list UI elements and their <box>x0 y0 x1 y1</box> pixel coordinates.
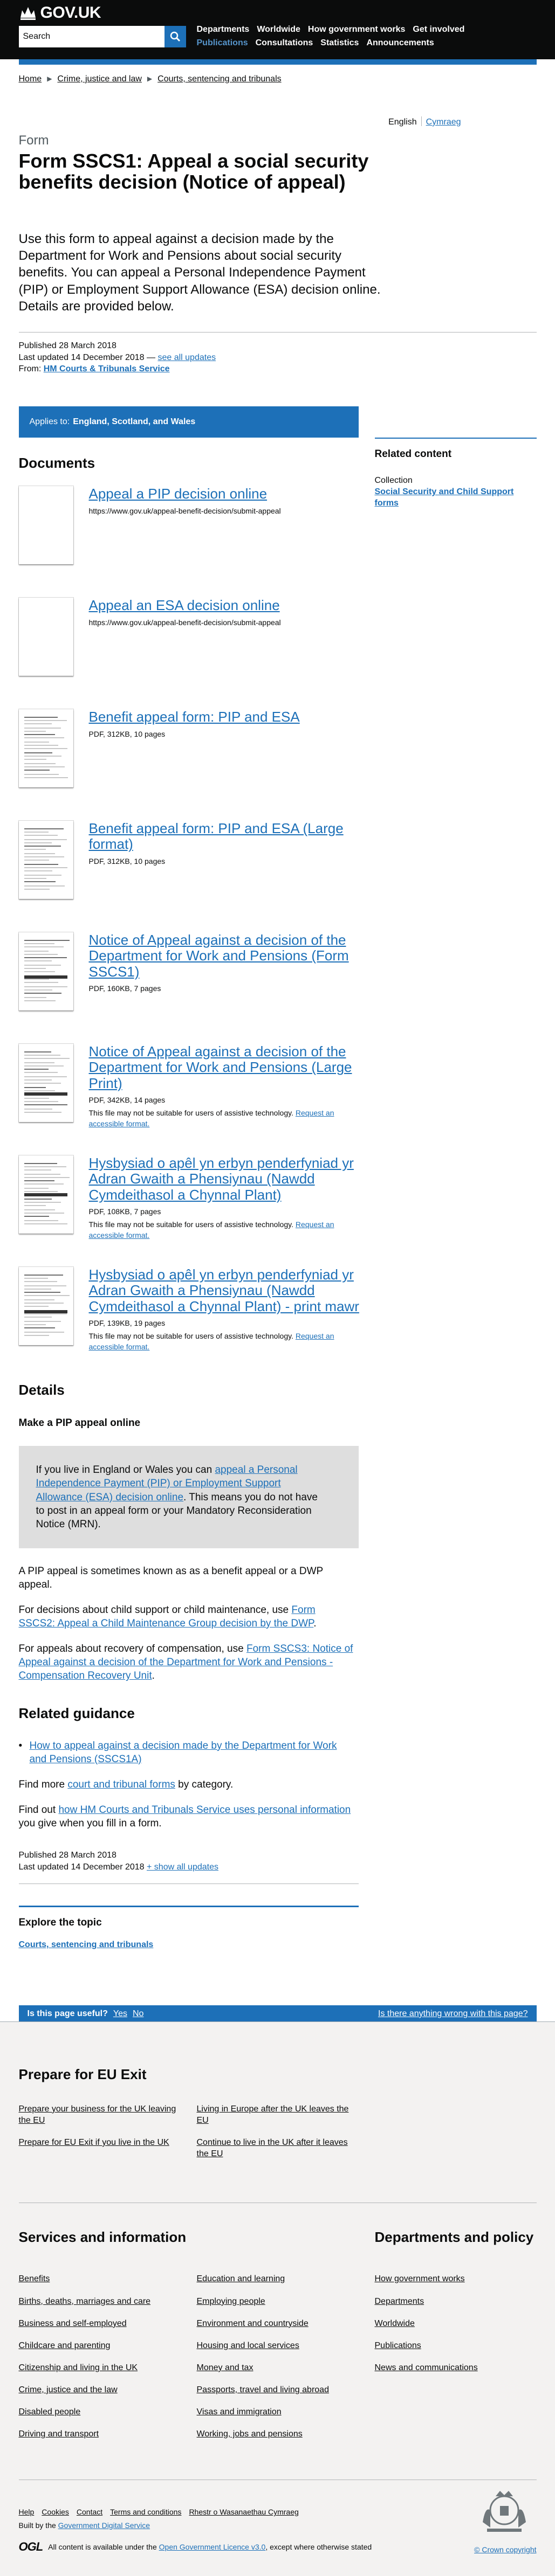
document-title-link[interactable]: Hysbysiad o apêl yn erbyn penderfyniad yr Adran Gwaith a Phensiynau (Nawdd Cymdeithasol a Chynnal Plant) - print mawr <box>88 1266 359 1314</box>
language-switcher <box>388 116 461 128</box>
document-thumbnail[interactable] <box>19 1155 73 1234</box>
feedback-bar <box>19 2005 537 2021</box>
details-para-3 <box>19 1642 353 1682</box>
services-link[interactable]: Environment and countryside <box>196 2318 309 2328</box>
document-metadata: PDF, 139KB, 19 pages <box>88 1319 166 1327</box>
document-metadata: https://www.gov.uk/appeal-benefit-decision/submit-appeal <box>88 618 281 627</box>
departments-link[interactable]: Departments <box>374 2296 424 2306</box>
departments-link[interactable]: Publications <box>374 2340 421 2350</box>
nav-statistics[interactable]: Statistics <box>320 38 359 48</box>
applies-to-value: England, Scotland, and Wales <box>73 417 196 427</box>
services-link[interactable]: Visas and immigration <box>196 2407 282 2417</box>
accessibility-note-text: This file may not be suitable for users of assistive technology. <box>88 1332 296 1340</box>
document-title-link[interactable]: Notice of Appeal against a decision of the Department for Work and Pensions (Form SSCS1) <box>88 932 349 980</box>
publication-meta-bottom <box>19 1850 537 1873</box>
find-more-forms <box>19 1778 353 1791</box>
document-thumbnail[interactable] <box>19 709 73 787</box>
related-guidance-item <box>19 1739 353 1766</box>
document-thumbnail[interactable] <box>19 1267 73 1345</box>
details-para-2 <box>19 1603 353 1630</box>
see-all-updates-link[interactable]: see all updates <box>157 352 216 362</box>
nav-announcements[interactable]: Announcements <box>366 38 434 48</box>
document-item <box>19 598 537 709</box>
ogl-link[interactable]: Open Government Licence v3.0 <box>159 2542 266 2551</box>
footer-link[interactable]: Prepare for EU Exit if you live in the UK <box>18 2137 169 2147</box>
eu-exit-section <box>19 2022 537 2170</box>
site-footer <box>0 2021 555 2576</box>
accessibility-note-text: This file may not be suitable for users of assistive technology. <box>88 1220 296 1229</box>
services-link[interactable]: Citizenship and living in the UK <box>18 2363 138 2372</box>
related-content-heading: Related content <box>374 448 452 460</box>
request-accessible-format-link[interactable]: Request an accessible format. <box>88 1109 334 1128</box>
breadcrumb-home[interactable]: Home <box>18 74 42 84</box>
find-out-suffix: you give when you fill in a form. <box>18 1817 162 1829</box>
explore-topic <box>19 1906 359 1950</box>
personal-information-link[interactable]: how HM Courts and Tribunals Service uses personal information <box>58 1804 351 1816</box>
royal-crest-icon <box>472 2484 537 2538</box>
services-link[interactable]: Childcare and parenting <box>18 2340 111 2350</box>
document-title-link[interactable]: Benefit appeal form: PIP and ESA (Large format) <box>88 820 344 853</box>
divider <box>19 1883 359 1884</box>
services-heading: Services and information <box>18 2229 187 2246</box>
document-item <box>19 486 537 598</box>
page-title: Form SSCS1: Appeal a social security benefits decision (Notice of appeal) <box>18 149 369 193</box>
document-title-link[interactable]: Hysbysiad o apêl yn erbyn penderfyniad yr Adran Gwaith a Phensiynau (Nawdd Cymdeithasol a Chynnal Plant) <box>88 1155 354 1203</box>
ogl-logo: OGL <box>18 2540 43 2554</box>
search-input[interactable] <box>19 26 165 47</box>
services-link[interactable]: Employing people <box>196 2296 265 2306</box>
document-item <box>19 1155 537 1267</box>
details-heading: Details <box>18 1382 65 1398</box>
divider <box>19 332 537 333</box>
collection-link[interactable]: Social Security and Child Support forms <box>374 487 514 508</box>
footer-meta-link[interactable]: Terms and conditions <box>110 2508 182 2517</box>
updated-date-bottom: Last updated 14 December 2018 <box>18 1862 147 1872</box>
report-problem-link[interactable]: Is there anything wrong with this page? <box>378 2009 528 2018</box>
document-metadata: PDF, 108KB, 7 pages <box>88 1207 161 1216</box>
publication-meta <box>19 340 537 375</box>
para2-prefix: For decisions about child support or child maintenance, use <box>18 1604 292 1616</box>
breadcrumb-courts[interactable]: Courts, sentencing and tribunals <box>157 74 282 84</box>
services-column-2 <box>197 2273 359 2450</box>
main-content <box>19 65 537 1950</box>
breadcrumb <box>19 65 537 85</box>
document-metadata: PDF, 312KB, 10 pages <box>88 730 166 738</box>
licence-suffix: , except where otherwise stated <box>265 2542 372 2551</box>
documents-heading: Documents <box>18 454 95 471</box>
nav-how-government-works[interactable]: How government works <box>307 25 406 34</box>
search-placeholder: Search <box>23 32 51 41</box>
para2-suffix: . <box>313 1618 317 1630</box>
logo-text: GOV.UK <box>40 4 101 22</box>
document-thumbnail[interactable] <box>19 598 73 676</box>
services-link[interactable]: Driving and transport <box>18 2429 99 2439</box>
header-blue-bar <box>19 59 537 65</box>
court-tribunal-forms-link[interactable]: court and tribunal forms <box>67 1778 175 1790</box>
related-guidance-heading: Related guidance <box>18 1705 135 1722</box>
departments-policy-list <box>375 2273 537 2373</box>
details-para-1: A PIP appeal is sometimes known as as a benefit appeal or a DWP appeal. <box>18 1565 323 1590</box>
appeal-online-link[interactable]: appeal a Personal Independence Payment (PIP) or Employment Support Allowance (ESA) decision online <box>36 1464 298 1503</box>
services-link[interactable]: Crime, justice and the law <box>18 2385 118 2395</box>
form-sscs2-link[interactable]: Form SSCS2: Appeal a Child Maintenance Group decision by the DWP <box>18 1604 316 1630</box>
licence-prefix: All content is available under the <box>48 2542 157 2551</box>
accessibility-note-text: This file may not be suitable for users of assistive technology. <box>88 1109 296 1117</box>
inset-prefix: If you live in England or Wales you can <box>36 1464 215 1476</box>
document-thumbnail[interactable] <box>19 932 73 1010</box>
chevron-right-icon: ▶ <box>147 75 153 82</box>
eu-exit-heading: Prepare for EU Exit <box>18 2066 147 2083</box>
para3-suffix: . <box>152 1670 155 1682</box>
feedback-yes-link[interactable]: Yes <box>113 2009 127 2018</box>
para3-prefix: For appeals about recovery of compensation, use <box>18 1643 246 1655</box>
inset-text <box>19 1446 359 1548</box>
crown-icon <box>19 5 37 21</box>
collection-label: Collection <box>374 475 413 485</box>
find-more-suffix: by category. <box>175 1778 234 1790</box>
services-link[interactable]: Housing and local services <box>196 2340 299 2350</box>
accessibility-note <box>89 1220 342 1241</box>
services-section <box>19 2228 537 2450</box>
licence <box>19 2539 537 2554</box>
chevron-right-icon: ▶ <box>47 75 52 82</box>
nav-consultations[interactable]: Consultations <box>255 38 313 48</box>
services-link[interactable]: Money and tax <box>196 2363 253 2372</box>
document-metadata: PDF, 342KB, 14 pages <box>88 1096 166 1104</box>
nav-get-involved[interactable]: Get involved <box>413 25 465 34</box>
page-lead: Use this form to appeal against a decision made by the Department for Work and Pensions about social security benefits. You can appeal a Personal Independence Payment (PIP) or Employment Support Allowance (ESA) decision online. Details are provided below. <box>18 231 381 314</box>
search-icon <box>170 31 181 42</box>
details-subheading: Make a PIP appeal online <box>18 1417 141 1429</box>
footer-link[interactable]: Living in Europe after the UK leaves the EU <box>196 2104 349 2125</box>
accessibility-note <box>89 1331 342 1352</box>
show-all-updates-link[interactable]: + show all updates <box>147 1862 218 1872</box>
services-link[interactable]: Benefits <box>18 2274 50 2284</box>
document-title-link[interactable]: Benefit appeal form: PIP and ESA <box>88 709 300 725</box>
request-accessible-format-link[interactable]: Request an accessible format. <box>88 1332 334 1351</box>
document-item <box>19 932 537 1044</box>
crown-copyright-link[interactable]: © Crown copyright <box>474 2545 537 2554</box>
gds-link[interactable]: Government Digital Service <box>58 2520 150 2530</box>
updated-date: Last updated 14 December 2018 — <box>18 352 158 362</box>
footer-meta-link[interactable]: Help <box>18 2508 35 2517</box>
document-title-link[interactable]: Notice of Appeal against a decision of the Department for Work and Pensions (Large Print) <box>88 1043 352 1091</box>
services-link[interactable]: Disabled people <box>18 2407 81 2417</box>
feedback-question: Is this page useful? <box>27 2009 108 2018</box>
nav-worldwide[interactable]: Worldwide <box>257 25 300 34</box>
services-column-1 <box>19 2273 181 2450</box>
page-caption: Form <box>18 133 49 148</box>
nav-publications[interactable]: Publications <box>196 38 248 48</box>
document-item <box>19 821 537 932</box>
documents-list <box>19 486 537 1379</box>
departments-link[interactable]: How government works <box>374 2274 465 2284</box>
find-more-prefix: Find more <box>18 1778 68 1790</box>
search-button[interactable] <box>165 26 186 47</box>
built-by <box>19 2520 537 2530</box>
services-link[interactable]: Working, jobs and pensions <box>196 2429 303 2439</box>
published-date-bottom: Published 28 March 2018 <box>18 1851 117 1860</box>
accessibility-note <box>89 1108 342 1129</box>
footer-meta-link[interactable]: Cookies <box>42 2508 69 2517</box>
document-title-link[interactable]: Appeal an ESA decision online <box>88 597 280 613</box>
departments-policy-heading: Departments and policy <box>374 2229 534 2246</box>
applies-to-banner <box>19 406 359 438</box>
document-metadata: PDF, 160KB, 7 pages <box>88 984 161 993</box>
language-divider <box>421 116 422 126</box>
footer-meta-link[interactable]: Contact <box>76 2508 103 2517</box>
document-item <box>19 1267 537 1379</box>
breadcrumb-crime-justice-law[interactable]: Crime, justice and law <box>57 74 142 84</box>
footer-meta-link[interactable]: Rhestr o Wasanaethau Cymraeg <box>189 2508 299 2517</box>
explore-heading: Explore the topic <box>18 1917 102 1929</box>
document-thumbnail[interactable] <box>19 821 73 899</box>
personal-info-note <box>19 1803 353 1830</box>
top-navigation <box>197 24 499 49</box>
document-thumbnail[interactable] <box>19 486 73 564</box>
language-english: English <box>388 117 417 127</box>
document-item <box>19 709 537 821</box>
inset-suffix: . This means you do not have to post in an appeal form or your Mandatory Reconsideration Notice (MRN). <box>36 1491 318 1530</box>
services-link[interactable]: Passports, travel and living abroad <box>196 2385 329 2395</box>
document-item <box>19 1044 537 1155</box>
footer-meta-links <box>19 2507 537 2517</box>
document-thumbnail[interactable] <box>19 1044 73 1122</box>
departments-link[interactable]: News and communications <box>374 2363 478 2372</box>
document-metadata: https://www.gov.uk/appeal-benefit-decision/submit-appeal <box>88 507 281 515</box>
departments-link[interactable]: Worldwide <box>374 2318 415 2328</box>
footer-link[interactable]: Prepare your business for the UK leaving the EU <box>18 2104 176 2125</box>
explore-topic-link[interactable]: Courts, sentencing and tribunals <box>18 1940 154 1950</box>
services-link[interactable]: Business and self-employed <box>18 2318 127 2328</box>
find-out-prefix: Find out <box>18 1804 59 1816</box>
form-sscs3-link[interactable]: Form SSCS3: Notice of Appeal against a decision of the Department for Work and Pensions - Compensation Recovery Unit <box>18 1643 353 1682</box>
footer-link[interactable]: Continue to live in the UK after it leaves the EU <box>196 2137 348 2159</box>
nav-departments[interactable]: Departments <box>196 25 250 34</box>
language-welsh[interactable]: Cymraeg <box>426 117 461 127</box>
request-accessible-format-link[interactable]: Request an accessible format. <box>88 1220 334 1239</box>
feedback-no-link[interactable]: No <box>132 2009 144 2018</box>
from-label: From: <box>18 364 44 374</box>
site-header <box>0 0 555 59</box>
document-title-link[interactable]: Appeal a PIP decision online <box>88 486 268 502</box>
govuk-logo[interactable] <box>19 2 101 24</box>
from-organisation-link[interactable]: HM Courts & Tribunals Service <box>43 364 170 374</box>
built-prefix: Built by the <box>18 2520 58 2530</box>
published-date: Published 28 March 2018 <box>18 341 117 350</box>
document-metadata: PDF, 312KB, 10 pages <box>88 857 166 865</box>
services-link[interactable]: Education and learning <box>196 2274 285 2284</box>
sscs1a-guidance-link[interactable]: How to appeal against a decision made by the Department for Work and Pensions (SSCS1A) <box>29 1740 337 1765</box>
services-link[interactable]: Births, deaths, marriages and care <box>18 2296 151 2306</box>
applies-to-label: Applies to: <box>29 417 70 427</box>
